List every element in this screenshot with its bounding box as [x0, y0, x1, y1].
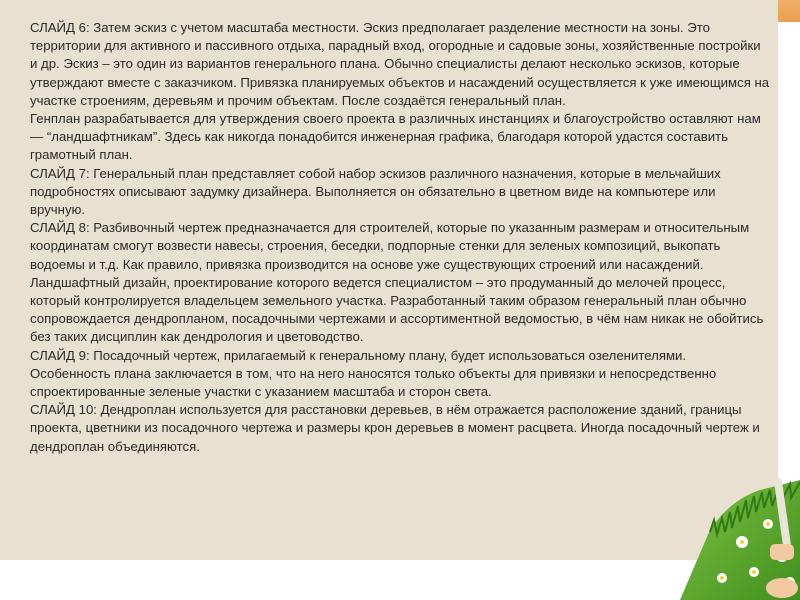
grass-roller-illustration [650, 460, 800, 600]
paragraph-slide-7: СЛАЙД 7: Генеральный план представляет собой набор эскизов различного назначения, которые в мельчайших подробностях описывают задумку дизайнера. Выполняется он обязательно в цветном виде на компьютере или вручную. [30, 165, 721, 218]
paragraph-slide-8: СЛАЙД 8: Разбивочный чертеж предназначается для строителей, которые по указанным размерам и относительным координатам смогут возвести навесы, строения, беседки, подпорные стенки для зеленых композиций, выкопать водоемы и т.д. Как правило, привязка производится на основе уже существующих строений или насаждений. [30, 220, 750, 272]
paragraph-genplan: Генплан разрабатывается для утверждения своего проекта в различных инстанциях и благоустройство оставляют нам — “ландшафтникам”. Здесь как никогда понадобится инженерная графика, благодаря которой удастся составить грамотный план. [30, 111, 761, 163]
paragraph-slide-10: СЛАЙД 10: Дендроплан используется для расстановки деревьев, в нём отражается расположение зданий, границы проекта, цветники из посадочного чертежа и размеры крон деревьев в момент расцвета. Иногда посадочный чертеж и дендроплан объединяются. [30, 402, 760, 454]
paragraph-slide-6: СЛАЙД 6: Затем эскиз с учетом масштаба местности. Эскиз предполагает разделение местности на зоны. Это территории для активного и пассивного отдыха, парадный вход, огородные и садовые зоны, хозяйственные постройки и др. Эскиз – это один из вариантов генерального плана. Обычно специалисты делают несколько эскизов, которые утверждают вместе с заказчиком. Привязка планируемых объектов и насаждений осуществляется к уже имеющимся на участке строениям, деревьям и прочим объектам. После создаётся генеральный план. [30, 20, 770, 108]
paragraph-slide-9: СЛАЙД 9: Посадочный чертеж, прилагаемый к генеральному плану, будет использоваться озеленителями. Особенность плана заключается в том, что на него наносятся только объекты для привязки и непосредственно спроектированные зеленые участки с указанием масштаба и сторон света. [30, 347, 717, 400]
slide-text [30, 19, 770, 456]
paragraph-landscape-design: Ландшафтный дизайн, проектирование которого ведется специалистом – это продуманный до мелочей процесс, который контролируется владельцем земельного участка. Разработанный таким образом генеральный план обычно сопровождается дендропланом, посадочными чертежами и ассортиментной ведомостью, в чём нам никак не обойтись без таких дисциплин как дендрология и цветоводство. [30, 274, 764, 345]
